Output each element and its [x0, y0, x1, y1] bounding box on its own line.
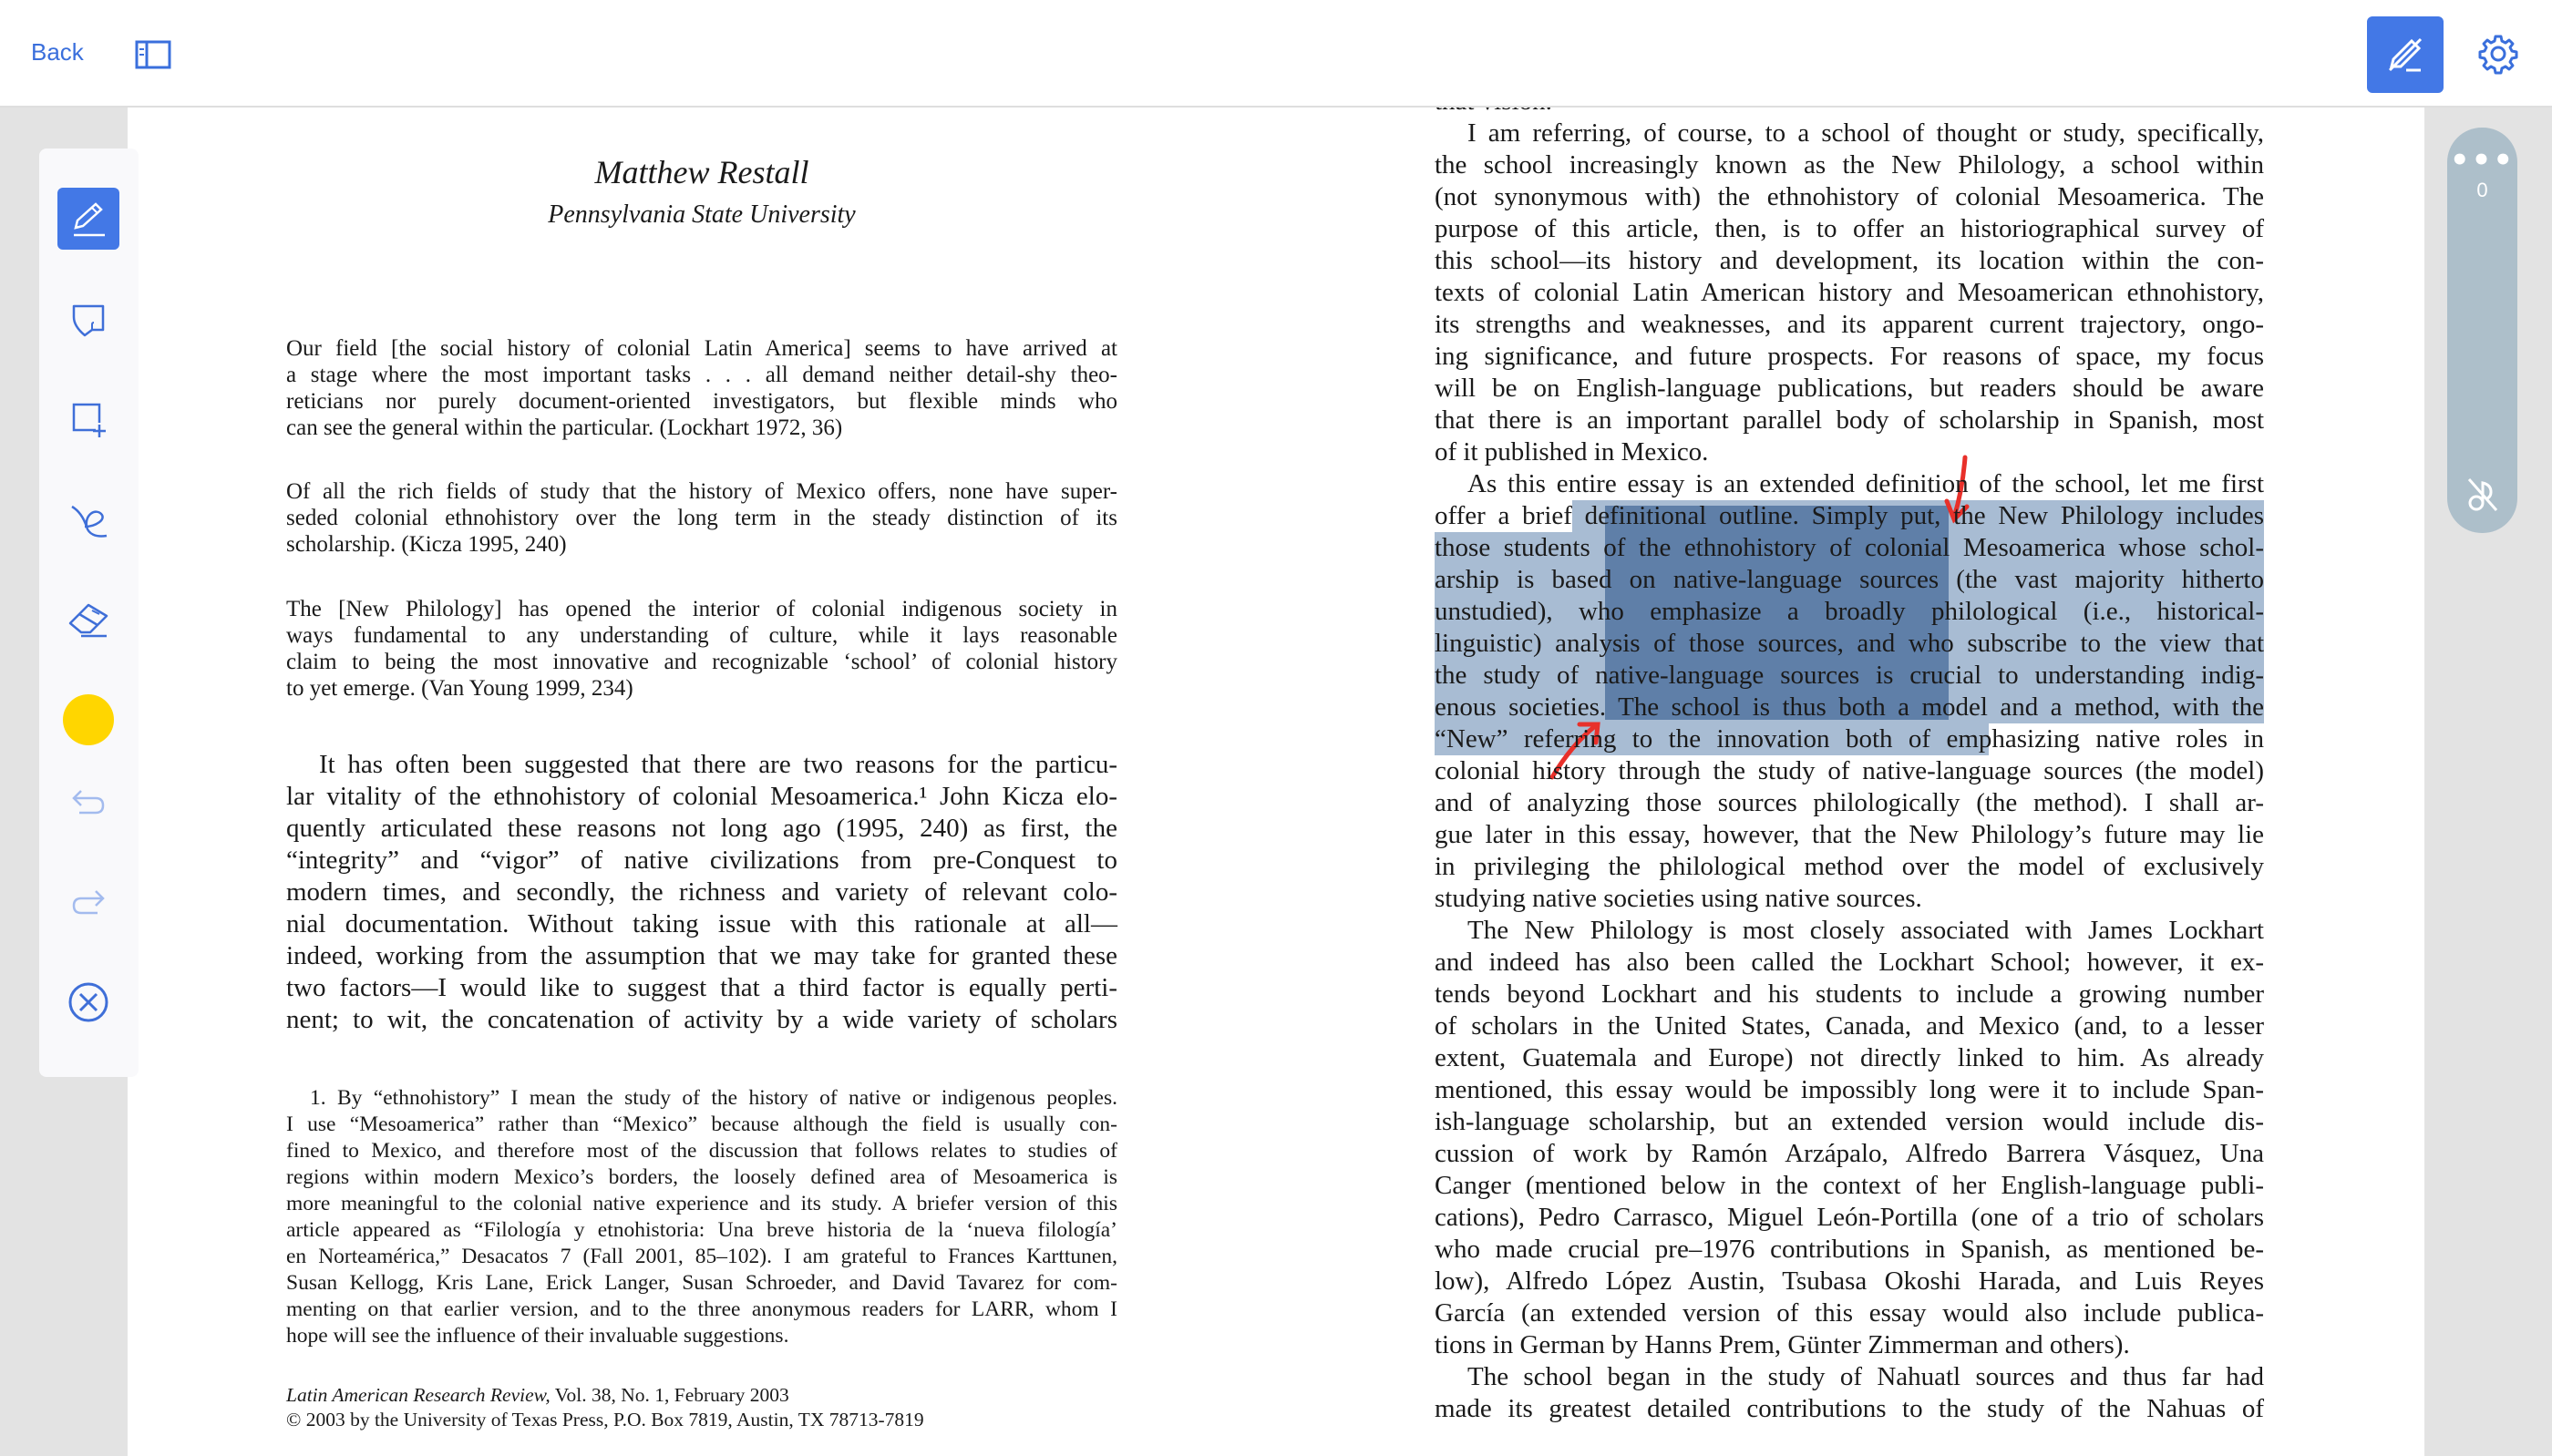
redo-icon: [68, 884, 108, 920]
text-line: “New” referring to the innovation both of emphasizing native roles in: [1435, 724, 2264, 754]
text-line: tends beyond Lockhart and his students to include a growing number: [1435, 979, 2264, 1009]
close-toolbar-button[interactable]: [57, 971, 119, 1033]
annotate-mode-button[interactable]: [2367, 16, 2444, 93]
close-circle-icon: [67, 980, 110, 1024]
text-line: scholarship. (Kicza 1995, 240): [286, 532, 567, 557]
text-line: mentioned, this essay would be impossibly long were it to include Span-: [1435, 1075, 2264, 1104]
text-line: to yet emerge. (Van Young 1999, 234): [286, 676, 633, 701]
settings-gear-icon[interactable]: [2477, 33, 2519, 75]
epigraph-quote: [286, 478, 1117, 558]
rectangle-plus-icon: [68, 399, 108, 439]
text-line: its strengths and weaknesses, and its apparent current trajectory, ongo-: [1435, 310, 2264, 339]
text-line: ish-language scholarship, but an extended version would include dis-: [1435, 1107, 2264, 1136]
text-line: reticians nor purely document-oriented investigators, but flexible minds who: [286, 389, 1117, 414]
text-line: offer a brief definitional outline. Simply put, the New Philology includes: [1435, 501, 2264, 530]
text-line: that there is an important parallel body of scholarship in Spanish, most: [1435, 405, 2264, 435]
text-line: The New Philology is most closely associated with James Lockhart: [1467, 916, 2264, 945]
annotation-toolbar: [39, 149, 139, 1077]
text-line: ing significance, and future prospects. For reasons of space, my focus: [1435, 342, 2264, 371]
text-line: menting on that earlier version, and to the three anonymous readers for LARR, whom I: [286, 1297, 1117, 1321]
text-line: ways fundamental to any understanding of culture, while it lays reasonable: [286, 623, 1117, 648]
text-line: who made crucial pre–1976 contributions in Spanish, as mentioned be-: [1435, 1235, 2264, 1264]
text-line: Our field [the social history of colonial Latin America] seems to have arrived at: [286, 336, 1117, 361]
pencil-icon: [68, 199, 108, 239]
text-line: enous societies. The school is thus both a model and a method, with the: [1435, 692, 2264, 722]
text-line: I use “Mesoamerica” rather than “Mexico” because although the field is usually con-: [286, 1113, 1117, 1136]
text-line: cussion of work by Ramón Arzápalo, Alfredo Barrera Vásquez, Una: [1435, 1139, 2264, 1168]
text-line: extent, Guatemala and Europe) not directly linked to him. As already: [1435, 1043, 2264, 1072]
page-side-panel: [2447, 128, 2517, 533]
top-bar: [0, 0, 2552, 108]
text-line: those students of the ethnohistory of colonial Mesoamerica whose schol-: [1435, 533, 2264, 562]
text-line: The [New Philology] has opened the interior of colonial indigenous society in: [286, 597, 1117, 621]
left-page: [286, 108, 1117, 1456]
text-line: and of analyzing those sources philologically (the method). I shall ar-: [1435, 788, 2264, 817]
text-line: the school increasingly known as the New Philology, a school within: [1435, 150, 2264, 179]
text-line: Of all the rich fields of study that the history of Mexico offers, none have super-: [286, 479, 1117, 504]
text-line: arship is based on native-language sources (the vast majority hitherto: [1435, 565, 2264, 594]
text-line: regions within modern Mexico’s borders, the loosely defined area of Mesoamerica is: [286, 1165, 1117, 1189]
text-line: unstudied), who emphasize a broadly philological (i.e., historical-: [1435, 597, 2264, 626]
text-line: seded colonial ethnohistory over the long term in the steady distinction of its: [286, 506, 1117, 530]
text-line: linguistic) analysis of those sources, and who subscribe to the view that: [1435, 629, 2264, 658]
text-line: Canger (mentioned below in the context of her English-language publi-: [1435, 1171, 2264, 1200]
journal-issue: Vol. 38, No. 1, February 2003: [550, 1384, 789, 1406]
more-icon[interactable]: •••: [2449, 142, 2516, 179]
text-line: “integrity” and “vigor” of native civilizations from pre-Conquest to: [286, 846, 1117, 875]
copyright: © 2003 by the University of Texas Press, P.O. Box 7819, Austin, TX 78713-7819: [286, 1409, 924, 1430]
yellow-color-swatch: [63, 694, 114, 745]
body-paragraph: [286, 749, 1117, 1036]
lasso-tool-button[interactable]: [57, 488, 119, 550]
text-line: will be on English-language publications, but readers should be aware: [1435, 374, 2264, 403]
text-line: more meaningful to the colonial native experience and its study. A briefer version of this: [286, 1192, 1117, 1215]
text-line: indeed, working from the assumption that we may take for granted these: [286, 941, 1117, 970]
text-line: (not synonymous with) the ethnohistory of colonial Mesoamerica. The: [1435, 182, 2264, 211]
epigraph-quote: [286, 335, 1117, 441]
eraser-tool-button[interactable]: [57, 589, 119, 651]
text-line: It has often been suggested that there are two reasons for the particu-: [319, 750, 1117, 779]
text-line: Susan Kellogg, Kris Lane, Erick Langer, Susan Schroeder, and David Tavarez for com-: [286, 1271, 1117, 1295]
text-line: I am referring, of course, to a school of thought or study, specifically,: [1467, 118, 2264, 148]
annotation-count: 0: [2476, 179, 2488, 201]
author-affiliation: Pennsylvania State University: [548, 200, 856, 229]
text-line: cations), Pedro Carrasco, Miguel León-Portilla (one of a trio of scholars: [1435, 1203, 2264, 1232]
text-line: texts of colonial Latin American history and Mesoamerican ethnohistory,: [1435, 278, 2264, 307]
text-line: lar vitality of the ethnohistory of colonial Mesoamerica.¹ John Kicza elo-: [286, 782, 1117, 811]
text-line: 1. By “ethnohistory” I mean the study of the history of native or indigenous peoples.: [310, 1086, 1117, 1110]
eraser-icon: [67, 600, 110, 640]
color-picker-button[interactable]: [57, 689, 119, 751]
text-line: low), Alfredo López Austin, Tsubasa Okoshi Harada, and Luis Reyes: [1435, 1266, 2264, 1296]
text-line: can see the general within the particular. (Lockhart 1972, 36): [286, 415, 843, 440]
text-line: of scholars in the United States, Canada, and Mexico (and, to a lesser: [1435, 1011, 2264, 1041]
text-line: the study of native-language sources is crucial to understanding indig-: [1435, 661, 2264, 690]
journal-citation: [286, 1383, 1117, 1432]
redo-button[interactable]: [57, 871, 119, 933]
pen-tool-button[interactable]: [57, 188, 119, 250]
text-line: hope will see the influence of their invaluable suggestions.: [286, 1324, 789, 1348]
text-line: fined to Mexico, and therefore most of the discussion that follows relates to studies of: [286, 1139, 1117, 1163]
text-line: of it published in Mexico.: [1435, 437, 1709, 467]
music-off-icon[interactable]: [2465, 476, 2500, 517]
text-line: a stage where the most important tasks . . . all demand neither detail-shy theo-: [286, 363, 1117, 387]
sidebar-toggle-icon[interactable]: [135, 40, 171, 69]
text-line: modern times, and secondly, the richness and variety of relevant colo-: [286, 877, 1117, 907]
text-line: en Norteamérica,” Desacatos 7 (Fall 2001, 85–102). I am grateful to Frances Karttunen,: [286, 1245, 1117, 1268]
text-line: colonial history through the study of native-language sources (the model): [1435, 756, 2264, 785]
text-line: two factors—I would like to suggest that a third factor is equally perti-: [286, 973, 1117, 1002]
author-name: Matthew Restall: [594, 154, 809, 190]
journal-title: Latin American Research Review,: [286, 1384, 551, 1406]
text-line: made its greatest detailed contributions to the study of the Nahuas of: [1435, 1394, 2264, 1423]
text-line: nial documentation. Without taking issue with this rationale at all—: [286, 909, 1117, 938]
footnote: [286, 1085, 1117, 1349]
text-line: nent; to wit, the concatenation of activity by a wide variety of scholars: [286, 1005, 1117, 1034]
text-line: quently articulated these reasons not long ago (1995, 240) as first, the: [286, 814, 1117, 843]
document-spread: [128, 108, 2424, 1456]
text-line: purpose of this article, then, is to offer an historiographical survey of: [1435, 214, 2264, 243]
undo-icon: [68, 784, 108, 820]
text-line: García (an extended version of this essay would also include publica-: [1435, 1298, 2264, 1328]
add-area-tool-button[interactable]: [57, 388, 119, 450]
back-button[interactable]: Back: [31, 38, 84, 66]
lasso-icon: [68, 499, 108, 539]
text-line: in privileging the philological method over the model of exclusively: [1435, 852, 2264, 881]
undo-button[interactable]: [57, 771, 119, 833]
text-line: The school began in the study of Nahuatl sources and thus far had: [1467, 1362, 2264, 1391]
pen-slash-icon: [2384, 34, 2426, 76]
text-line: As this entire essay is an extended definition of the school, let me first: [1467, 469, 2264, 498]
text-line: tions in German by Hanns Prem, Günter Zimmerman and others).: [1435, 1330, 2130, 1359]
epigraph-quote: [286, 596, 1117, 702]
note-tool-button[interactable]: [57, 288, 119, 350]
sticky-note-icon: [68, 299, 108, 339]
text-line: claim to being the most innovative and recognizable ‘school’ of colonial history: [286, 650, 1117, 674]
text-line: article appeared as “Filología y etnohistoria: Una breve historia de la ‘nueva filología’: [286, 1218, 1117, 1242]
text-line: this school—its history and development, its location within the con-: [1435, 246, 2264, 275]
text-line: gue later in this essay, however, that the New Philology’s future may lie: [1435, 820, 2264, 849]
text-line: studying native societies using native sources.: [1435, 884, 1922, 913]
right-page: [1435, 86, 2264, 1425]
text-line: and indeed has also been called the Lockhart School; however, it ex-: [1435, 948, 2264, 977]
